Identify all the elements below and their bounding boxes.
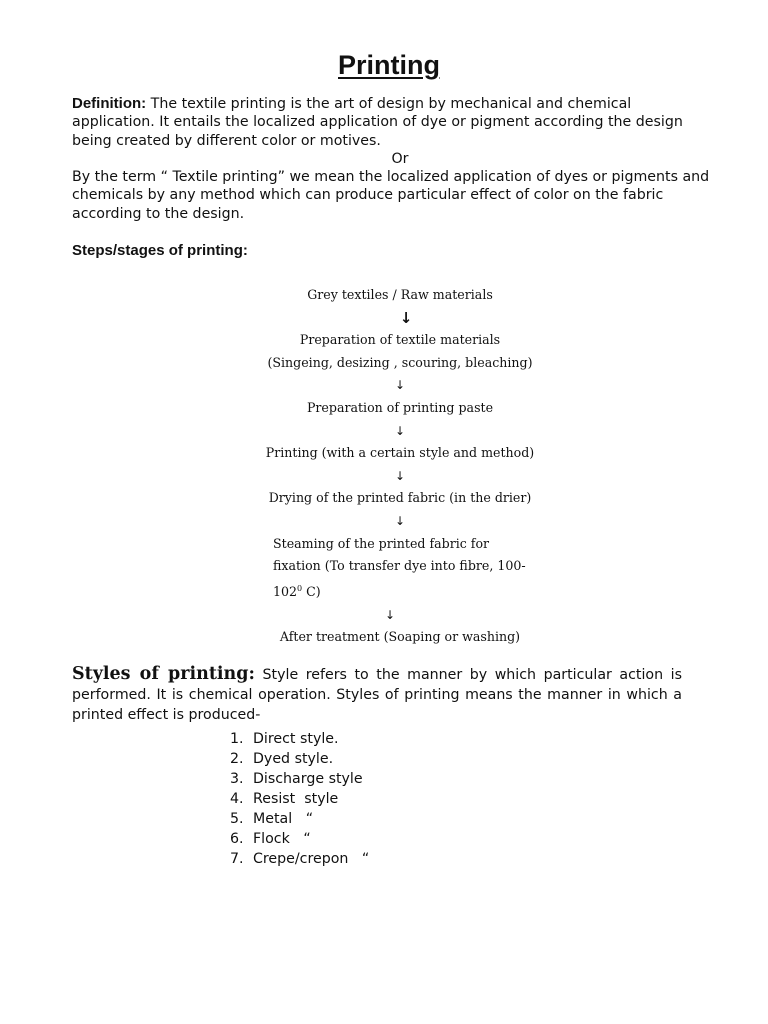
list-item: 3. Discharge style	[230, 771, 363, 787]
flow-step-steaming-temp: 102	[273, 583, 298, 599]
definition-text-1: The textile printing is the art of design by mechanical and chemical application. It entails the localized application of dye or pigment according the design being created by different color or motives.	[72, 96, 683, 149]
steps-heading: Steps/stages of printing:	[72, 242, 248, 259]
list-item: 1. Direct style.	[230, 731, 339, 747]
list-item: 2. Dyed style.	[230, 751, 334, 767]
styles-text: Style refers to the manner by which particular action is performed. It is chemical operation. Styles of printing means the manner in which a printed effect is produced-	[72, 667, 682, 723]
flow-arrow-down-icon: ↓	[394, 378, 406, 393]
flow-arrow-down-icon: ↓	[394, 423, 406, 438]
flow-arrow-down-icon: ↓	[394, 513, 406, 528]
flow-step-drying: Drying of the printed fabric (in the drier)	[268, 490, 532, 506]
flow-arrow-down-icon: ↓	[384, 607, 396, 622]
definition-paragraph	[72, 95, 712, 223]
flow-step-after-treatment: After treatment (Soaping or washing)	[279, 629, 521, 645]
flow-step-steaming-line-2: fixation (To transfer dye into fibre, 100-	[273, 558, 526, 574]
styles-paragraph	[72, 664, 682, 725]
flow-step-printing-paste: Preparation of printing paste	[306, 399, 494, 415]
styles-label: Styles of printing:	[72, 664, 255, 684]
flow-step-printing: Printing (with a certain style and method)	[265, 445, 535, 461]
definition-text-2: By the term “ Textile printing” we mean the localized application of dyes or pigments and chemicals by any method which can produce particular effect of color on the fabric according to the design.	[72, 169, 710, 222]
flow-step-grey-textiles: Grey textiles / Raw materials	[307, 287, 493, 302]
flow-step-preparation-textile: Preparation of textile materials	[299, 332, 501, 348]
flow-arrow-down-icon: ↓	[399, 308, 413, 327]
printing-flowchart	[200, 284, 600, 649]
flow-step-steaming-degree: 0	[297, 583, 303, 593]
list-item: 5. Metal “	[230, 811, 314, 827]
definition-or: Or	[391, 150, 409, 167]
flow-step-steaming-line-3	[200, 578, 600, 604]
flow-step-preparation-detail: (Singeing, desizing , scouring, bleaching)	[267, 354, 533, 370]
flow-step-steaming-line-1: Steaming of the printed fabric for	[273, 535, 490, 551]
list-item: 7. Crepe/crepon “	[230, 851, 370, 867]
list-item: 6. Flock “	[230, 831, 311, 847]
flow-step-steaming-unit: C)	[302, 583, 321, 599]
definition-label: Definition:	[72, 95, 147, 112]
page-title: Printing	[338, 50, 440, 80]
flow-arrow-down-icon: ↓	[394, 468, 406, 483]
styles-list	[230, 729, 369, 869]
list-item: 4. Resist style	[230, 791, 339, 807]
